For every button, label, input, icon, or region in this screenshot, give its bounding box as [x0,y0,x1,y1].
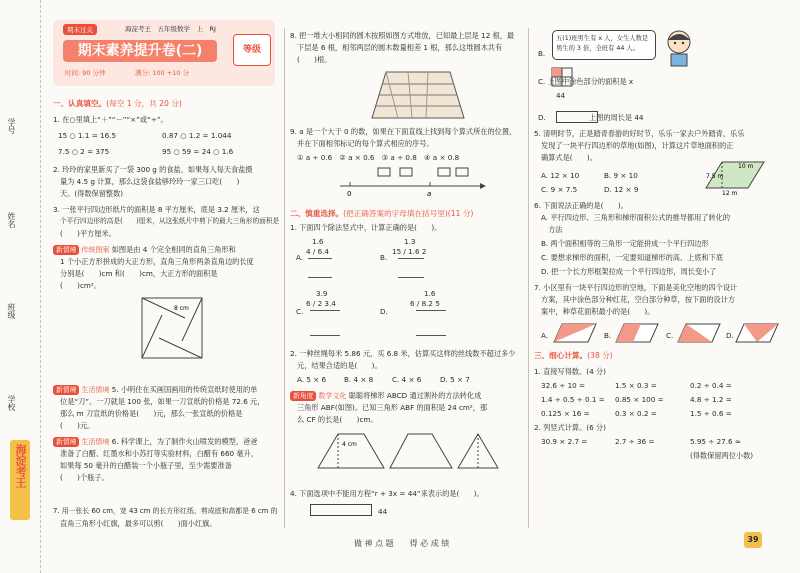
design-b [614,322,660,344]
calc-r3-c3: 1.5 ÷ 0.6 = [690,409,732,418]
c1-q5-l3: 那么 m 刀宣纸的价格是( )元，那么一张宣纸的价格是 [60,409,243,418]
c1-q6-tag: 生活情境 [81,438,110,446]
div-d-quotient: 1.6 [424,289,436,298]
design-c [676,322,722,344]
c1-q5-l4: ( )元。 [60,421,95,430]
c2-q9-options: ① a ÷ 0.6 ② a × 0.6 ③ a ÷ 0.8 ④ a × 0.8 [297,153,460,162]
section-2-note: (把正确答案的字母填在括号里)(11 分) [343,209,474,218]
div-a-quotient: 1.6 [312,237,324,246]
c2-s2-q3-text: 聪聪将梯形 ABCD 通过割补的方法转化成 [348,391,482,400]
section-3-heading [534,350,613,361]
side-label-class: 班级 [7,303,16,319]
calc2-2: 2.7 ÷ 36 = [615,437,655,446]
para-label-a: 10 m [738,163,754,170]
c3-q7-optB: B. [604,331,612,340]
c2-s2-q1-optA: A. [296,253,304,262]
c3-q5-optA: A. 12 × 10 [541,171,580,180]
c2-s2-q2-l2: 元，结果合适的是( )。 [297,361,382,370]
c1-q1-r2a: 7.5 ○ 2 = 375 [58,147,110,156]
c1-q4-l2: 1 个小正方形拼成的大正方形，直角三角形两条直角边的长度 [60,257,254,266]
c1-q6-l2: 准备了白醋、红墨水和小苏打等实验材料，白醋有 660 毫升， [60,449,258,458]
c1-q2-l2: 量为 4.5 g 计算，那么这袋食盐够玲玲一家三口吃( ) [60,177,240,186]
calc-r1-c1: 32.6 ÷ 10 = [541,381,586,390]
c1-q5-tag: 生活情境 [81,386,110,394]
grade-label: 等级 [242,45,261,55]
c1-q2-l1: 2. 玲玲的家里新买了一袋 300 g 的食盐，如果每人每天食盐摄 [53,165,253,174]
calc2-note: (得数保留两位小数) [690,451,754,460]
section-3-note: (38 分) [587,351,613,360]
c3-optD-label: D. 上图的周长是 44 [538,113,644,122]
c2-s2-q4-l1: 4. 下面选项中不能用方程“r + 3x = 44”来表示的是( )。 [290,489,484,498]
c3-q6-b: B. 两个面积相等的三角形一定能拼成一个平行四边形 [541,239,709,248]
design-a [552,322,598,344]
c2-s2-q3-l3: 么 CF 的长是( )cm。 [297,415,378,424]
div-a-expr: 4 / 6.4 [306,247,329,256]
section-1-title: 一、认真填空。 [53,99,107,108]
c1-q3-l1: 3. 一张平行四边形纸片的面积是 8 平方厘米，底是 3.2 厘米，这 [53,205,260,214]
c1-q3-l2: 个平行四边形的高是( )厘米，从这张纸片中剪下的最大三角形的面积是 [60,217,280,225]
side-label-name: 姓名 [7,212,16,228]
footer-slogan: 做 神 点 题 得 必 成 绩 [354,539,450,548]
c2-q8-l3: ( )根。 [297,55,332,64]
side-label-school: 学校 [7,395,16,411]
exam-header [53,20,275,86]
calc2-1: 30.9 × 2.7 = [541,437,588,446]
parallelogram-figure [704,156,766,196]
div-c-expr: 6 / 2 3.4 [306,299,336,308]
section-1-note: (每空 1 分，共 20 分) [106,99,182,108]
c2-q8-l1: 8. 把一堆大小相同的圆木按照如图方式堆放，已知最上层是 12 根，最 [290,31,515,40]
c1-q4-badge: 新情境 [53,245,79,255]
c3-optB-label: B. [538,49,546,58]
c3-q5-l3: 确算式是( )。 [541,153,597,162]
bar-model-number: 44 [378,507,388,516]
side-label-number: 学号 [7,118,16,134]
div-d-work [416,310,446,336]
c3-q6: 6. 下面说法正确的是( )。 [534,201,628,210]
exam-score: 满分: 100 +10 分 [135,69,190,77]
section-2-title: 二、慎重选择。 [290,209,344,218]
c2-s2-q1: 1. 下面四个除法竖式中，计算正确的是( )。 [290,223,442,232]
c2-s2-q2-optA: A. 5 × 6 [297,375,327,384]
section-1-heading [53,98,182,109]
exam-title: 期末素养提升卷(二) [63,40,217,62]
c2-s2-q2-optC: C. 4 × 6 [392,375,422,384]
log-pile-figure [368,70,468,122]
div-c-work [310,310,340,336]
c2-s2-q3-l2: 三角形 ABF(如图)。已知三角形 ABF 的面积是 24 cm²，那 [297,403,488,412]
c3-q5-optB: B. 9 × 10 [604,171,638,180]
c1-q4-l3: 分别是( )cm 和( )cm，大正方形的面积是 [60,269,218,278]
c3-q6-a1: A. 平行四边形、三角形和梯形面积公式的推导都用了转化的 [541,213,731,222]
c1-q6-l3: 如果每 50 毫升的白醋装一个小瓶子里，至少需要准备 [60,461,232,470]
c3-q6-d: D. 把一个长方形框架拉成一个平行四边形，周长变小了 [541,267,717,276]
c3-optC-number: 44 [556,91,566,100]
c3-q7-l1: 7. 小区里有一块平行四边形的空地，下面是美化空地的四个设计 [534,283,738,292]
design-d [734,322,780,344]
div-b-expr: 15 / 1.6 2 [392,247,427,256]
c1-q5-l1 [53,384,257,396]
c1-q5-badge: 新情境 [53,385,79,395]
nl-zero: 0 [347,190,352,198]
div-d-expr: 6 / 8.2 5 [410,299,440,308]
student-avatar [662,28,696,68]
c1-q6-text: 6. 科学课上，为了制作火山喷发的模型，爸爸 [111,437,258,446]
c3-calc2: 2. 列竖式计算。(6 分) [534,423,606,432]
c1-q5-l2: 位是“刀”。一刀就是 100 张，如果一刀宣纸的价格是 72.6 元， [60,397,265,406]
c2-s2-q1-optC: C. [296,307,304,316]
c3-q7-optA: A. [541,331,549,340]
section-3-title: 三、细心计算。 [534,351,588,360]
c2-s2-q3-badge: 新角度 [290,391,316,401]
c1-q6-l4: ( )个瓶子。 [60,473,109,482]
c1-q1-r1a: 15 ○ 1.1 = 16.5 [58,131,117,140]
bar-model [310,504,372,516]
c1-q7-l1: 7. 用一张长 60 cm，宽 43 cm 的长方形红纸，剪成底和高都是 6 cm 的 [53,507,278,515]
calc-r2-c3: 4.8 ÷ 1.2 = [690,395,732,404]
grade-stamp [233,34,271,66]
c2-s2-q2-optB: B. 4 × 8 [344,375,374,384]
para-label-b: 7.5 m [706,173,724,180]
c1-q1-r2b: 95 ○ 59 = 24 ○ 1.6 [162,147,234,156]
calc-r3-c1: 0.125 × 16 = [541,409,590,418]
column-divider-1 [284,28,285,528]
c1-q4-tag: 传统图案 [81,246,110,254]
c3-q5-optC: C. 9 × 7.5 [541,185,578,194]
c1-q6-l1 [53,436,257,448]
c3-calc1: 1. 直接写得数。(4 分) [534,367,606,376]
c1-q4-l4: ( )cm²。 [60,281,102,290]
c2-q9-l1: 9. a 是一个大于 0 的数，如果在下面直线上找到每个算式所在的位置， [290,127,517,136]
c2-s2-q1-optD: D. [380,307,388,316]
number-line-figure [330,164,490,200]
calc-r1-c3: 0.2 ÷ 0.4 = [690,381,732,390]
c3-q7-l2: 方案，其中涂色部分种红花，空白部分种草，按下面的设计方 [541,295,736,304]
header-source: 海淀考王 五年级数学 上 RJ [125,25,216,33]
div-a-work [308,258,332,278]
c3-q7-optC: C. [666,331,674,340]
c3-q5-optD: D. 12 × 9 [604,185,639,194]
column-divider-2 [528,28,529,528]
c2-s2-q3-tag: 数学文化 [318,392,347,400]
speech-bubble [552,30,656,60]
c1-q7-l2: 直角三角形小红旗，最多可以剪( )面小红旗。 [60,519,217,528]
header-tag: 期末过关 [63,24,97,35]
c2-q8-l2: 下层是 6 根，相邻两层的圆木数量相差 1 根，那么这堆圆木共有 [297,43,503,52]
c3-q5-l2: 发现了一块平行四边形的草地(如图)，计算这片草地面积的正 [541,141,734,150]
para-label-c: 12 m [722,190,738,196]
side-strip [0,0,40,573]
c3-q7-optD: D. [726,331,734,340]
c2-s2-q2-optD: D. 5 × 7 [440,375,470,384]
c2-s2-q2-l1: 2. 一种丝绳每米 5.86 元，买 6.8 米，估算买这样的丝线数不超过多少 [290,349,516,358]
calc-r2-c1: 1.4 ÷ 0.5 ÷ 0.1 = [541,395,605,404]
nl-a: a [427,190,432,198]
c1-q6-badge: 新情境 [53,437,79,447]
tri-label: 4 cm [342,441,357,448]
exam-time: 时间: 90 分钟 [65,69,106,77]
calc2-3: 5.95 ÷ 27.6 ≈ [690,437,741,446]
page-number: 39 [744,532,762,548]
calc-r3-c2: 0.3 × 0.2 = [615,409,657,418]
c3-q7-l3: 案中，种草花面积最小的是( )。 [541,307,655,316]
rect-figure [556,111,598,123]
c1-q1: 1. 在○里填上“＋”“－”“×”或“÷”。 [53,115,168,124]
trapezoid-figures [298,428,508,474]
c1-q1-r1b: 0.87 ○ 1.2 = 1.044 [162,131,232,140]
section-2-heading [290,208,473,219]
div-b-quotient: 1.3 [404,237,416,246]
c2-s2-q3-l1 [290,390,481,402]
c1-q2-l3: 天。(得数保留整数) [60,189,124,198]
area-model-figure [550,66,576,90]
c1-q4-l1 [53,244,236,256]
side-divider [40,0,42,573]
c1-q5-text: 5. 小明住在买画国画用的传统宣纸时使用的单 [111,385,258,394]
c1-q4-text: 如图是由 4 个完全相同的直角三角形和 [111,245,236,254]
div-c-quotient: 3.9 [316,289,328,298]
square-pinwheel-figure [140,296,204,360]
c3-q6-c: C. 要想求梯形的面积，一定要知道梯形的高、上底和下底 [541,253,724,262]
c2-q9-l2: 并在下面相邻标记的每个算式相应的序号。 [297,139,434,148]
calc-r2-c2: 0.85 × 100 = [615,395,664,404]
fig-label-a: 8 cm [174,305,189,312]
calc-r1-c2: 1.5 × 0.3 = [615,381,657,390]
c3-q6-a2: 方法 [541,225,563,234]
c3-optC-label: C. 上图中涂色部分的面积是 x [538,77,634,86]
c3-q5-l1: 5. 清明时节，正是踏青春游的好时节，乐乐一家去户外踏青，乐乐 [534,129,745,138]
c2-s2-q1-optB: B. [380,253,388,262]
speech-text: 五(1)班男生有 x 人，女生人数是男生的 3 倍，全班有 44 人。 [556,35,649,52]
brand-block [10,440,30,520]
div-b-work [398,258,424,278]
brand-text: 海淀考王 [14,444,27,488]
c1-q3-l3: ( )平方厘米。 [60,229,116,238]
